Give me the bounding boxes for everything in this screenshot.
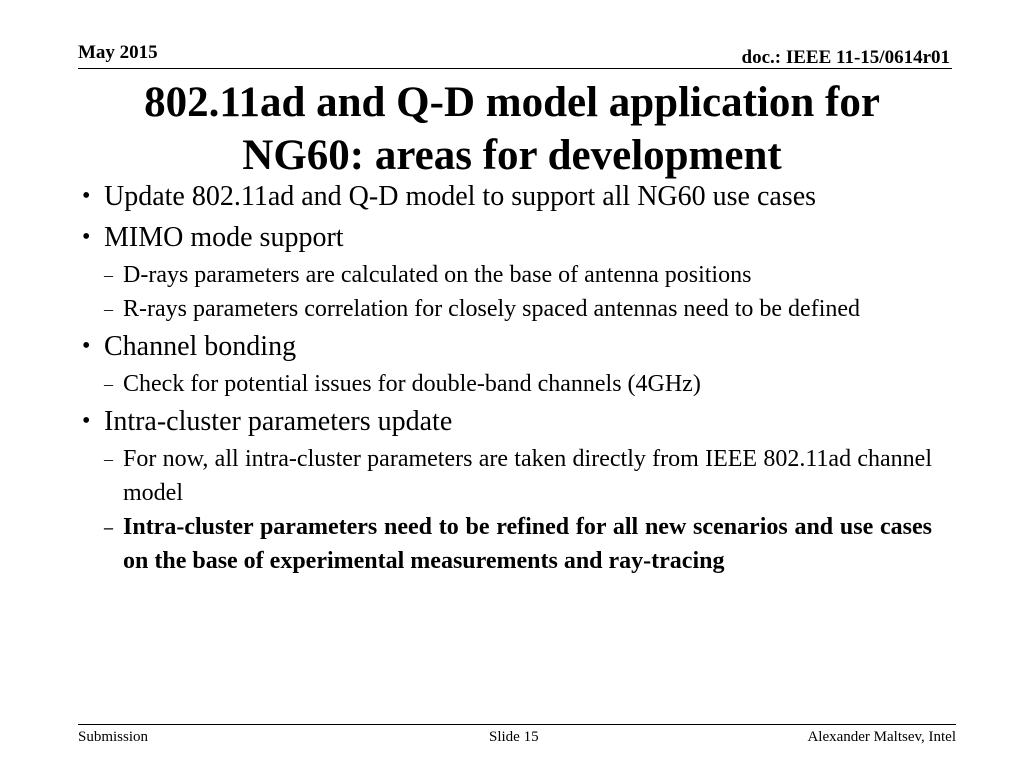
- sub-bullet-ieee-model: [104, 442, 932, 510]
- bullet-text: Channel bonding: [104, 331, 297, 362]
- footer-author: Alexander Maltsev, Intel: [807, 729, 956, 745]
- title-line-2: NG60: areas for development: [242, 132, 782, 179]
- bullet-update-model: [82, 176, 932, 217]
- footer-slide-number: Slide 15: [489, 729, 539, 745]
- header-date: May 2015: [78, 42, 158, 63]
- dash-icon: –: [104, 374, 113, 394]
- header-doc-id: doc.: IEEE 11-15/0614r01: [741, 47, 950, 68]
- sub-bullet-double-band: [104, 367, 932, 401]
- bullet-icon: •: [82, 224, 91, 250]
- sub-bullet-text: For now, all intra-cluster parameters are taken directly from IEEE 802.11ad channel model: [123, 446, 932, 506]
- dash-icon: –: [104, 517, 113, 537]
- header-divider: [78, 68, 952, 69]
- bullet-icon: •: [82, 408, 91, 434]
- bullet-text: Intra-cluster parameters update: [104, 406, 453, 437]
- sub-bullet-d-rays: [104, 258, 932, 292]
- sub-bullet-refine: [104, 510, 932, 578]
- slide-body: [82, 176, 932, 578]
- title-line-1: 802.11ad and Q-D model application for: [144, 79, 880, 126]
- dash-icon: –: [104, 449, 113, 469]
- bullet-channel-bonding: [82, 326, 932, 367]
- footer-divider: [78, 724, 956, 725]
- sub-bullet-r-rays: [104, 292, 932, 326]
- bullet-intra-cluster: [82, 401, 932, 442]
- bullet-icon: •: [82, 183, 91, 209]
- footer-submission: Submission: [78, 729, 149, 745]
- bullet-icon: •: [82, 333, 91, 359]
- sub-bullet-text: Intra-cluster parameters need to be refined for all new scenarios and use cases on the base of experimental measurements and ray-tracing: [123, 514, 932, 574]
- sub-bullet-text: D-rays parameters are calculated on the base of antenna positions: [123, 262, 752, 288]
- slide-title: [60, 76, 964, 182]
- sub-bullet-text: R-rays parameters correlation for closely spaced antennas need to be defined: [123, 296, 861, 322]
- dash-icon: –: [104, 299, 113, 319]
- bullet-mimo: [82, 217, 932, 258]
- sub-bullet-text: Check for potential issues for double-band channels (4GHz): [123, 371, 701, 397]
- bullet-text: Update 802.11ad and Q-D model to support all NG60 use cases: [104, 181, 817, 212]
- dash-icon: –: [104, 265, 113, 285]
- bullet-text: MIMO mode support: [104, 222, 344, 253]
